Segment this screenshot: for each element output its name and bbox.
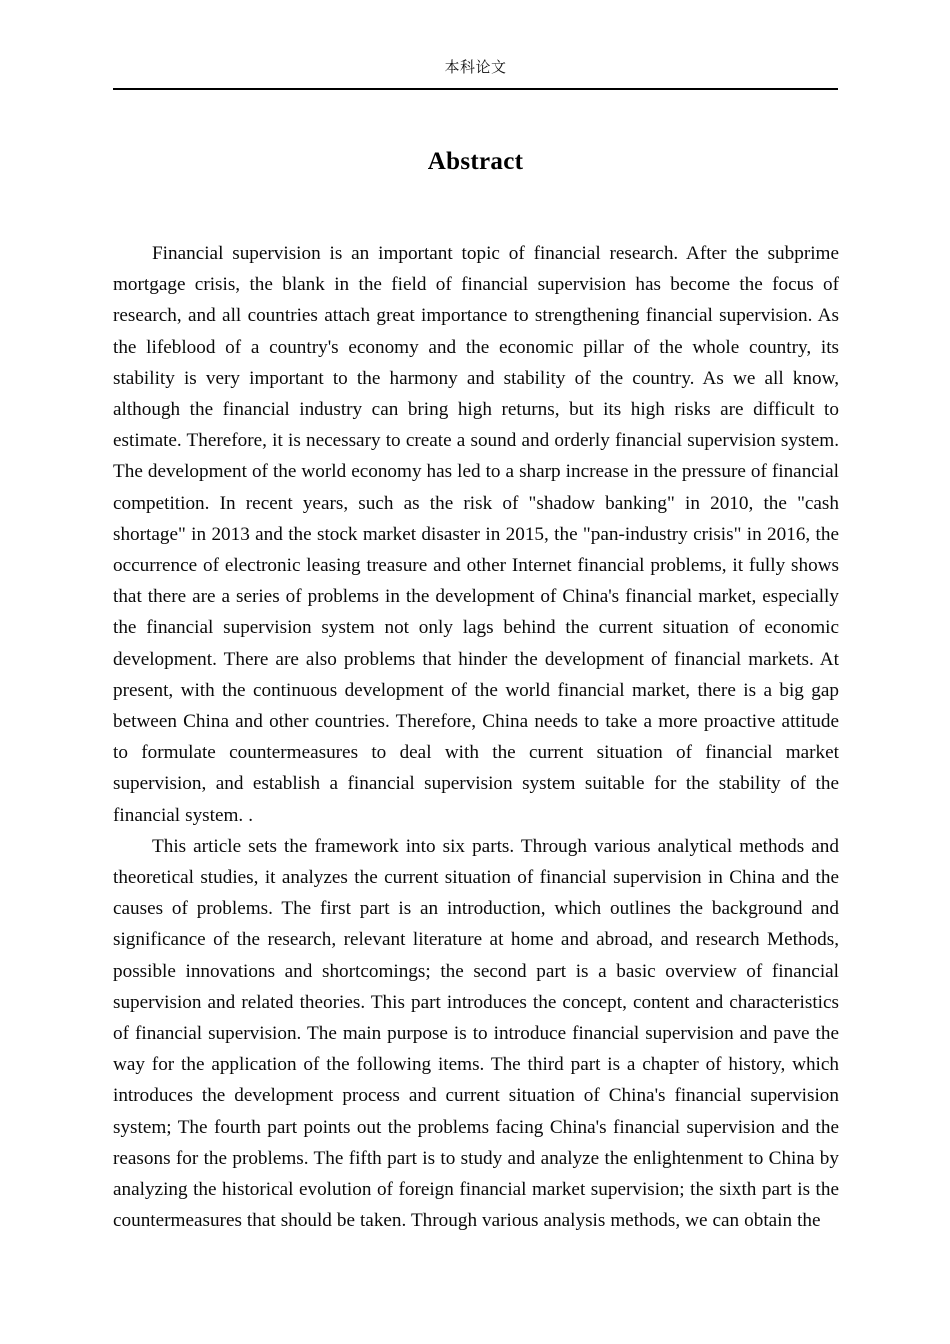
paragraph-1: Financial supervision is an important topic of financial research. After the subprime mortgage crisis, the blank in the field of financial supervision has become the focus of research, and all countries attach great importance to strengthening financial supervision. As the lifeblood of a country's economy and the economic pillar of the whole country, its stability is very important to the harmony and stability of the country. As we all know, although the financial industry can bring high returns, but its high risks are difficult to estimate. Therefore, it is necessary to create a sound and orderly financial supervision system. The development of the world economy has led to a sharp increase in the pressure of financial competition. In recent years, such as the risk of "shadow banking" in 2010, the "cash shortage" in 2013 and the stock market disaster in 2015, the "pan-industry crisis" in 2016, the occurrence of electronic leasing treasure and other Internet financial problems, it fully shows that there are a series of problems in the development of China's financial market, especially the financial supervision system not only lags behind the current situation of economic development. There are also problems that hinder the development of financial markets. At present, with the continuous development of the world financial market, there is a big gap between China and other countries. Therefore, China needs to take a more proactive attitude to formulate countermeasures to deal with the current situation of financial market supervision, and establish a financial supervision system suitable for the stability of the financial system. . xyxy=(113,243,839,826)
running-header xyxy=(113,58,838,78)
page-title: Abstract xyxy=(427,147,524,175)
header-divider-rule xyxy=(113,88,838,90)
running-header-text: 本科论文 xyxy=(444,60,507,76)
abstract-body xyxy=(113,238,839,1237)
paragraph-2: This article sets the framework into six parts. Through various analytical methods and theoretical studies, it analyzes the current situation of financial supervision in China and the causes of problems. The first part is an introduction, which outlines the background and significance of the research, relevant literature at home and abroad, and research Methods, possible innovations and shortcomings; the second part is a basic overview of financial supervision and related theories. This part introduces the concept, content and characteristics of financial supervision. The main purpose is to introduce financial supervision and pave the way for the application of the following items. The third part is a chapter of history, which introduces the development process and current situation of China's financial supervision system; The fourth part points out the problems facing China's financial supervision and the reasons for the problems. The fifth part is to study and analyze the enlightenment to China by analyzing the historical evolution of foreign financial market supervision; the sixth part is the countermeasures that should be taken. Through various analysis methods, we can obtain the xyxy=(113,835,839,1232)
